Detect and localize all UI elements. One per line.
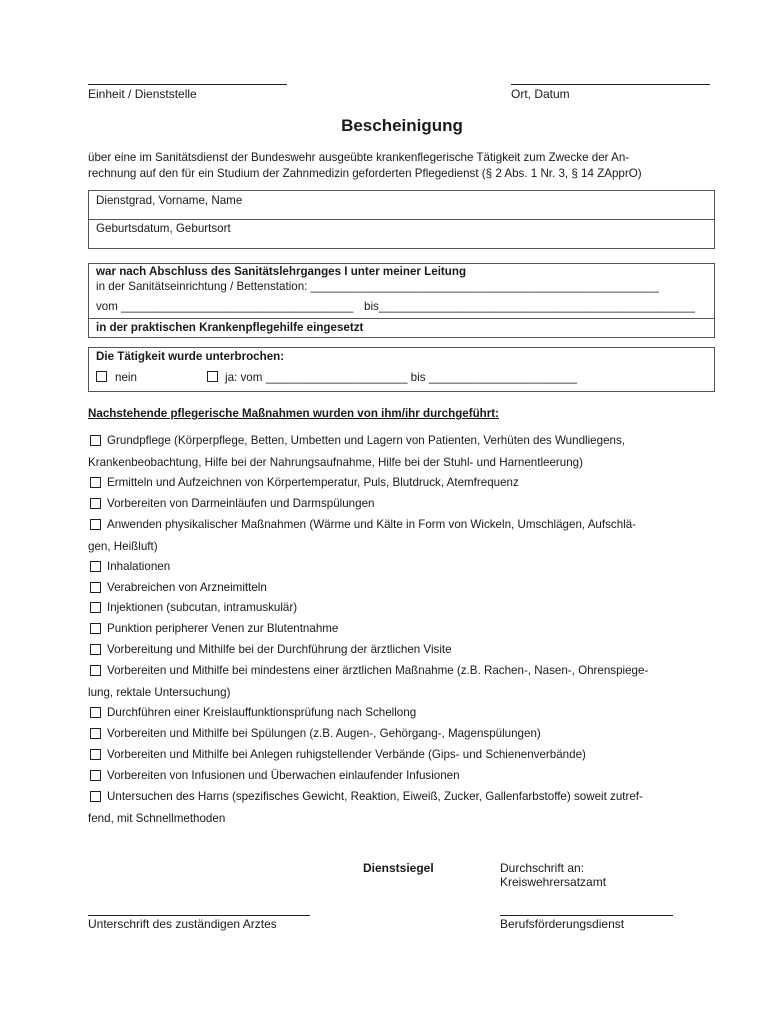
interruption-heading: Die Tätigkeit wurde unterbrochen:: [96, 350, 285, 363]
measure-label: Verabreichen von Arzneimitteln: [107, 581, 267, 594]
unit-label: Einheit / Dienststelle: [88, 87, 197, 101]
page-title: Bescheinigung: [341, 116, 463, 135]
measure-label: Inhalationen: [107, 560, 171, 573]
measure-label: Vorbereiten von Infusionen und Überwachen einlaufender Infusionen: [107, 769, 460, 782]
measure-checkbox[interactable]: [90, 644, 101, 655]
interruption-no-label: nein: [115, 371, 137, 384]
measure-checkbox[interactable]: [90, 561, 101, 572]
measure-checkbox[interactable]: [90, 477, 101, 488]
measure-checkbox[interactable]: [90, 770, 101, 781]
measure-checkbox[interactable]: [90, 791, 101, 802]
to-date-field[interactable]: bis_________________________________________________: [364, 300, 695, 313]
measure-label-continuation: Krankenbeobachtung, Hilfe bei der Nahrungsaufnahme, Hilfe bei der Stuhl- und Harnentleerung): [88, 456, 583, 469]
service-label: Berufsförderungsdienst: [500, 917, 625, 931]
measure-label: Ermitteln und Aufzeichnen von Körpertemperatur, Puls, Blutdruck, Atemfrequenz: [107, 476, 519, 489]
measure-checkbox[interactable]: [90, 519, 101, 530]
measure-checkbox[interactable]: [90, 623, 101, 634]
measure-label: Vorbereitung und Mithilfe bei der Durchführung der ärztlichen Visite: [107, 643, 452, 656]
interruption-yes-label[interactable]: ja: vom ______________________ bis _______________________: [225, 371, 578, 384]
measure-label-continuation: lung, rektale Untersuchung): [88, 686, 231, 699]
measure-checkbox[interactable]: [90, 435, 101, 446]
measure-label: Vorbereiten und Mithilfe bei Anlegen ruhigstellender Verbände (Gips- und Schienenverbände): [107, 748, 586, 761]
measure-label: Vorbereiten von Darmeinläufen und Darmspülungen: [107, 497, 375, 510]
measure-label: Durchführen einer Kreislauffunktionsprüfung nach Schellong: [107, 706, 417, 719]
measure-label: Vorbereiten und Mithilfe bei Spülungen (z.B. Augen-, Gehörgang-, Magenspülungen): [107, 727, 541, 740]
interruption-yes-checkbox[interactable]: [207, 371, 218, 382]
measure-label: Injektionen (subcutan, intramuskulär): [107, 601, 298, 614]
unit-signature-line: [88, 84, 287, 85]
doctor-signature-label: Unterschrift des zuständigen Arztes: [88, 917, 277, 931]
seal-label: Dienstsiegel: [363, 861, 434, 875]
copy-label: Durchschrift an:: [500, 861, 585, 875]
facility-field[interactable]: in der Sanitätseinrichtung / Bettenstation: ______________________________________________________: [96, 280, 659, 293]
measure-checkbox[interactable]: [90, 498, 101, 509]
assignment-divider: [88, 318, 715, 319]
name-field-label: Dienstgrad, Vorname, Name: [96, 194, 243, 207]
measure-checkbox[interactable]: [90, 665, 101, 676]
intro-line-1: über eine im Sanitätsdienst der Bundeswehr ausgeübte krankenflegerische Tätigkeit zum Zwecke der An-: [88, 151, 630, 164]
birth-field-label: Geburtsdatum, Geburtsort: [96, 222, 231, 235]
measure-checkbox[interactable]: [90, 707, 101, 718]
measure-label-continuation: fend, mit Schnellmethoden: [88, 812, 226, 825]
assignment-footer: in der praktischen Krankenpflegehilfe eingesetzt: [96, 321, 364, 334]
measure-label: Punktion peripherer Venen zur Blutentnahme: [107, 622, 339, 635]
measures-heading: Nachstehende pflegerische Maßnahmen wurden von ihm/ihr durchgeführt:: [88, 407, 499, 420]
measure-checkbox[interactable]: [90, 602, 101, 613]
measure-label-continuation: gen, Heißluft): [88, 540, 158, 553]
measure-label: Vorbereiten und Mithilfe bei mindestens einer ärztlichen Maßnahme (z.B. Rachen-, Nasen-, Ohrenspiege-: [107, 664, 649, 677]
person-box-divider: [88, 219, 715, 220]
doctor-signature-line: [88, 915, 310, 916]
intro-line-2: rechnung auf den für ein Studium der Zahnmedizin geforderten Pflegedienst (§ 2 Abs. 1 Nr. 3, § 14 ZApprO): [88, 167, 642, 180]
assignment-heading: war nach Abschluss des Sanitätslehrganges I unter meiner Leitung: [96, 265, 467, 278]
place-date-line: [511, 84, 710, 85]
measure-checkbox[interactable]: [90, 582, 101, 593]
place-date-label: Ort, Datum: [511, 87, 570, 101]
measure-label: Anwenden physikalischer Maßnahmen (Wärme und Kälte in Form von Wickeln, Umschlägen, Aufschlä-: [107, 518, 637, 531]
measure-label: Untersuchen des Harns (spezifisches Gewicht, Reaktion, Eiweiß, Zucker, Gallenfarbstoffe) soweit zutref-: [107, 790, 643, 803]
measure-checkbox[interactable]: [90, 749, 101, 760]
measure-label: Grundpflege (Körperpflege, Betten, Umbetten und Lagern von Patienten, Verhüten des Wundliegens,: [107, 434, 625, 447]
copy-recipient: Kreiswehrersatzamt: [500, 875, 607, 889]
interruption-no-checkbox[interactable]: [96, 371, 107, 382]
from-date-field[interactable]: vom ____________________________________: [96, 300, 354, 313]
service-signature-line: [500, 915, 673, 916]
measure-checkbox[interactable]: [90, 728, 101, 739]
